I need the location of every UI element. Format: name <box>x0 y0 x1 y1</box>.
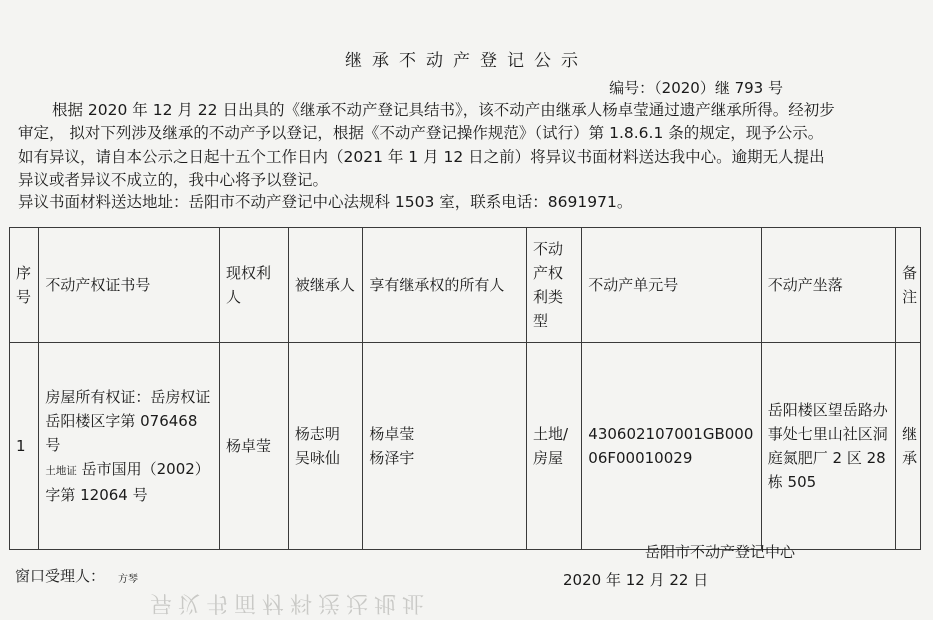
header-unit-no: 不动产单元号 <box>582 228 761 343</box>
header-remark: 备注 <box>896 228 921 343</box>
header-owner: 现权利人 <box>219 228 288 343</box>
body-line-3: 如有异议，请自本公示之日起十五个工作日内（2021 年 1 月 12 日之前）将异议书面材料送达我中心。逾期无人提出 <box>18 148 825 166</box>
header-seq: 序号 <box>10 228 39 343</box>
header-location: 不动产坐落 <box>761 228 895 343</box>
cell-seq: 1 <box>10 343 39 550</box>
notice-date: 2020 年 12 月 22 日 <box>563 571 709 589</box>
cell-owner: 杨卓莹 <box>219 343 288 550</box>
decedent-2: 吴咏仙 <box>294 449 340 467</box>
header-decedent: 被继承人 <box>288 228 363 343</box>
cell-cert <box>39 343 220 550</box>
cert-house: 房屋所有权证：岳房权证岳阳楼区字第 076468 号 <box>45 388 211 454</box>
decedent-1: 杨志明 <box>294 425 340 443</box>
table-header-row <box>10 228 921 343</box>
bleed-through-text: 异议书面材料送达地址 <box>150 590 431 615</box>
objection-address-line: 异议书面材料送达地址：岳阳市不动产登记中心法规科 1503 室，联系电话：8691971。 <box>18 193 633 211</box>
issuing-organization: 岳阳市不动产登记中心 <box>645 543 796 561</box>
inheritance-table <box>9 227 921 550</box>
document-number: 编号：（2020）继 793 号 <box>609 79 783 97</box>
header-heirs: 享有继承权的所有人 <box>363 228 527 343</box>
cell-right-type: 土地/房屋 <box>526 343 581 550</box>
notice-title: 继承不动产登记公示 <box>345 51 588 71</box>
cell-decedent <box>288 343 363 550</box>
heir-2: 杨泽宇 <box>369 449 415 467</box>
cert-land: 岳市国用（2002）字第 12064 号 <box>45 460 210 504</box>
cell-unit-no: 430602107001GB00006F00010029 <box>582 343 761 550</box>
cell-remark: 继承 <box>896 343 921 550</box>
heir-1: 杨卓莹 <box>369 425 415 443</box>
table-row <box>10 343 921 550</box>
header-right-type: 不动产权利类型 <box>526 228 581 343</box>
cell-location: 岳阳楼区望岳路办事处七里山社区洞庭氮肥厂 2 区 28 栋 505 <box>761 343 895 550</box>
body-line-1: 根据 2020 年 12 月 22 日出具的《继承不动产登记具结书》，该不动产由继承人杨卓莹通过遗产继承所得。经初步 <box>52 101 835 119</box>
body-line-2: 审定， 拟对下列涉及继承的不动产予以登记，根据《不动产登记操作规范》（试行）第 1.8.6.1 条的规定，现予公示。 <box>18 124 824 142</box>
header-cert: 不动产权证书号 <box>39 228 220 343</box>
clerk-label: 窗口受理人： <box>15 567 106 585</box>
body-line-4: 异议或者异议不成立的，我中心将予以登记。 <box>18 171 329 189</box>
cell-heirs <box>363 343 527 550</box>
clerk-name: 方琴 <box>118 574 138 585</box>
cert-land-label: 土地证 <box>45 465 77 477</box>
